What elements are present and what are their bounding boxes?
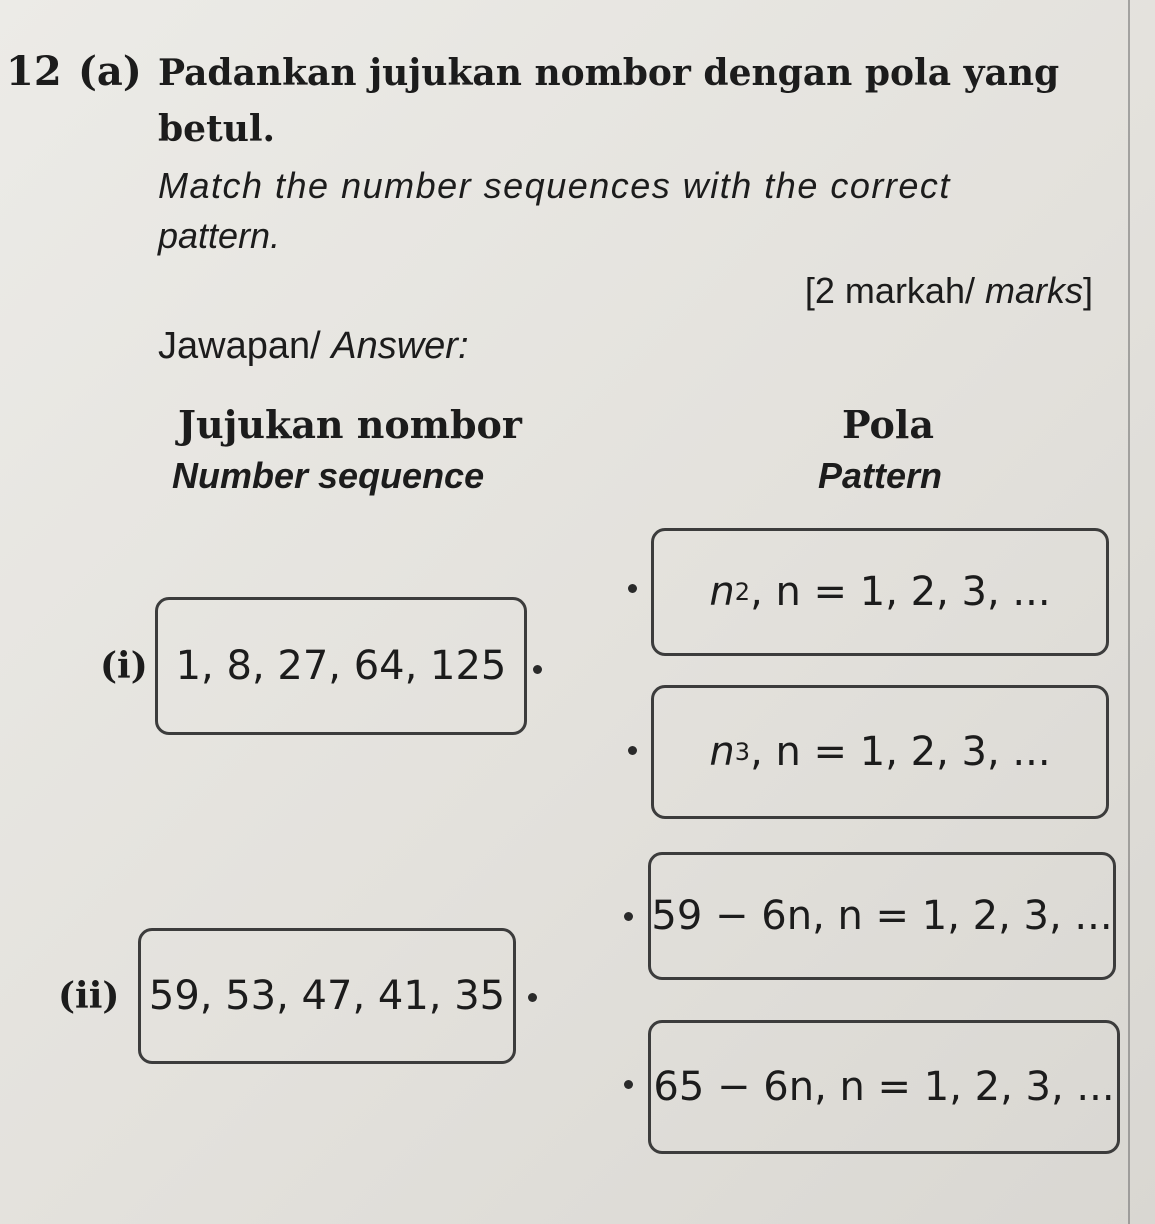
pattern-heading-malay: Pola [842,402,934,447]
pattern-1-connector-dot[interactable] [628,584,637,593]
marks-label [805,270,1093,312]
instruction-malay-line-2: betul. [158,108,276,150]
pattern-2-rest: , n = 1, 2, 3, ... [750,729,1051,775]
sequence-box-2 [138,928,516,1064]
pattern-1-base: n [709,569,735,615]
pattern-box-4 [648,1020,1120,1154]
marks-prefix: [2 markah/ [804,270,985,311]
pattern-box-3 [648,852,1116,980]
sequence-1-label: (i) [100,645,148,687]
sequence-box-1 [155,597,527,735]
pattern-2-exponent: 3 [734,738,751,766]
sequence-2-label: (ii) [58,975,120,1017]
pattern-box-1 [651,528,1109,656]
pattern-3-expression: 59 − 6n [651,893,813,939]
sequence-heading-malay: Jujukan nombor [178,402,522,447]
sequence-heading-english: Number sequence [172,455,485,496]
answer-malay: Jawapan/ [158,325,332,367]
pattern-3-connector-dot[interactable] [624,912,633,921]
pattern-box-2 [651,685,1109,819]
answer-label [158,325,469,368]
pattern-1-exponent: 2 [734,578,751,606]
answer-english: Answer: [331,325,469,367]
pattern-4-expression: 65 − 6n [653,1064,815,1110]
instruction-malay-line-1: Padankan jujukan nombor dengan pola yang [158,52,1060,94]
sequence-2-text: 59, 53, 47, 41, 35 [148,973,506,1019]
marks-english: marks [984,270,1083,311]
instruction-english-line-2: pattern. [158,215,281,256]
sequence-1-text: 1, 8, 27, 64, 125 [175,643,507,689]
pattern-3-rest: , n = 1, 2, 3, ... [812,893,1113,939]
instruction-english-line-1: Match the number sequences with the correct [158,165,951,206]
sequence-2-connector-dot[interactable] [528,993,537,1002]
question-part: (a) [78,48,142,95]
pattern-1-rest: , n = 1, 2, 3, ... [750,569,1051,615]
pattern-4-connector-dot[interactable] [624,1080,633,1089]
pattern-4-rest: , n = 1, 2, 3, ... [814,1064,1115,1110]
sequence-1-connector-dot[interactable] [533,665,542,674]
pattern-2-base: n [709,729,735,775]
margin-line [1128,0,1130,1224]
marks-suffix: ] [1082,270,1093,311]
pattern-2-connector-dot[interactable] [628,746,637,755]
question-number: 12 [6,48,62,95]
pattern-heading-english: Pattern [818,455,943,496]
